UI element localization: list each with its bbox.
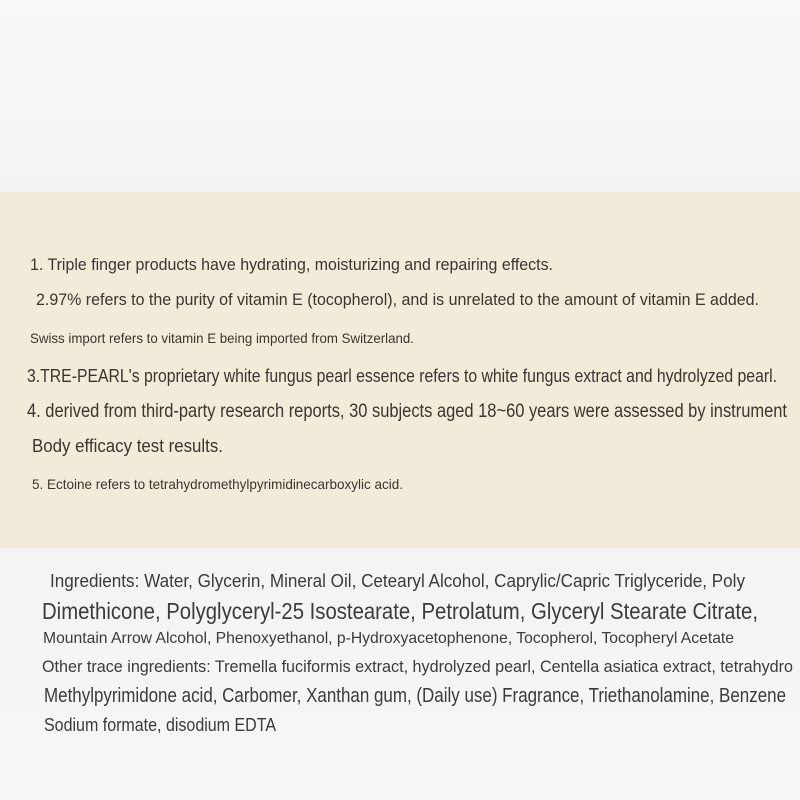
note-5: 5. Ectoine refers to tetrahydromethylpyrimidinecarboxylic acid.: [32, 476, 403, 492]
note-1: 1. Triple finger products have hydrating, moisturizing and repairing effects.: [30, 255, 553, 274]
ingredients-line-6: Sodium formate, disodium EDTA: [44, 715, 276, 735]
ingredients-line-1: Ingredients: Water, Glycerin, Mineral Oil, Cetearyl Alcohol, Caprylic/Capric Triglyceride, Poly: [50, 571, 745, 591]
top-background: [0, 0, 800, 192]
ingredients-line-2: Dimethicone, Polyglyceryl-25 Isostearate, Petrolatum, Glyceryl Stearate Citrate,: [42, 598, 758, 624]
ingredients-line-5: Methylpyrimidone acid, Carbomer, Xanthan gum, (Daily use) Fragrance, Triethanolamine, Benzene: [44, 685, 786, 707]
ingredients-line-4: Other trace ingredients: Tremella fuciformis extract, hydrolyzed pearl, Centella asiatica extract, tetrahydro: [42, 657, 793, 676]
note-4: 4. derived from third-party research reports, 30 subjects aged 18~60 years were assessed by instrument: [27, 401, 787, 422]
ingredients-line-3: Mountain Arrow Alcohol, Phenoxyethanol, p-Hydroxyacetophenone, Tocopherol, Tocopheryl Acetate: [43, 630, 734, 647]
note-4-cont: Body efficacy test results.: [32, 436, 223, 456]
note-swiss: Swiss import refers to vitamin E being imported from Switzerland.: [30, 330, 414, 346]
note-2: 2.97% refers to the purity of vitamin E (tocopherol), and is unrelated to the amount of vitamin E added.: [36, 290, 759, 309]
note-3: 3.TRE-PEARL's proprietary white fungus pearl essence refers to white fungus extract and hydrolyzed pearl.: [27, 366, 777, 386]
